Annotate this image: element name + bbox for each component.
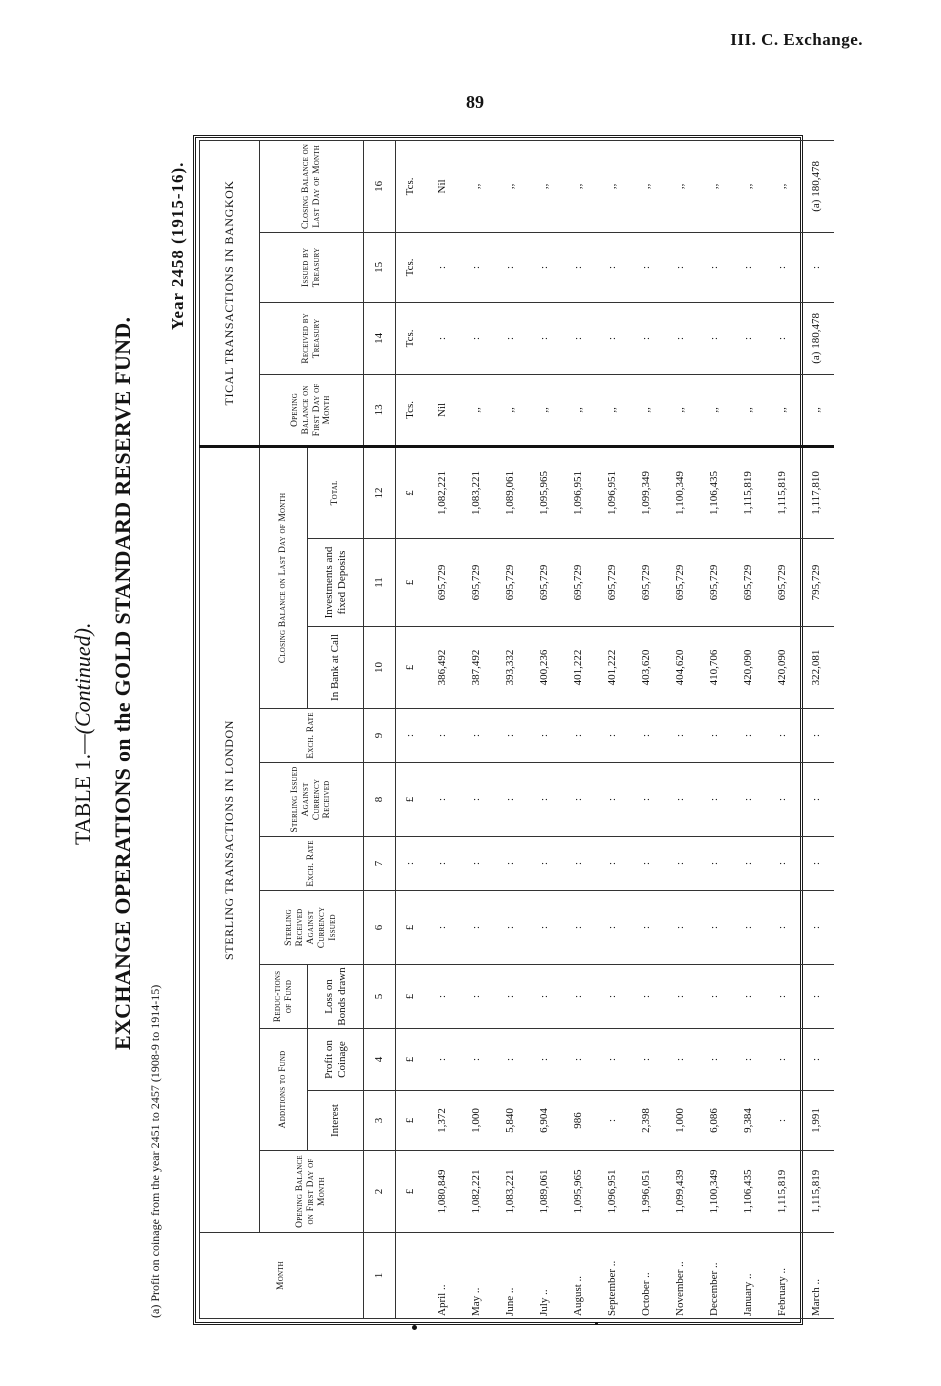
value-cell: : — [596, 302, 630, 374]
month-cell: October .. — [630, 1233, 664, 1319]
value-cell: : — [528, 709, 562, 763]
value-cell: : — [800, 837, 834, 891]
value-cell: ,, — [528, 374, 562, 446]
value-cell: : — [800, 232, 834, 302]
value-cell: ,, — [494, 140, 528, 232]
unit-cell: Tcs. — [396, 232, 426, 302]
additions-header: Additions to Fund — [260, 1029, 308, 1151]
table-row — [800, 140, 834, 1318]
value-cell: 387,492 — [460, 627, 494, 709]
unit-cell — [396, 1233, 426, 1319]
value-cell: : — [800, 1029, 834, 1091]
exch-rate-9-header: Exch. Rate — [260, 709, 364, 763]
value-cell: : — [698, 763, 732, 837]
value-cell: ,, — [596, 140, 630, 232]
value-cell: 1,082,221 — [426, 446, 460, 538]
header-row — [260, 140, 308, 1318]
value-cell: : — [766, 965, 800, 1029]
value-cell: : — [766, 837, 800, 891]
table-caption-label: TABLE 1. — [70, 753, 95, 845]
value-cell: 1,100,349 — [698, 1151, 732, 1233]
value-cell: 1,115,819 — [800, 1151, 834, 1233]
table-row — [664, 140, 698, 1318]
table-row — [698, 140, 732, 1318]
value-cell: : — [528, 891, 562, 965]
value-cell: 1,099,349 — [630, 446, 664, 538]
month-cell: September .. — [596, 1233, 630, 1319]
value-cell: 1,095,965 — [528, 446, 562, 538]
value-cell: : — [562, 232, 596, 302]
column-number: 15 — [364, 232, 396, 302]
unit-cell: £ — [396, 627, 426, 709]
table-caption — [70, 622, 96, 845]
value-cell: (a) 180,478 — [800, 302, 834, 374]
ink-speck — [595, 1322, 598, 1325]
value-cell: : — [528, 1029, 562, 1091]
value-cell: : — [664, 232, 698, 302]
value-cell: : — [562, 1029, 596, 1091]
value-cell: : — [460, 709, 494, 763]
value-cell: : — [630, 891, 664, 965]
tical-received-header: Received by Treasury — [260, 302, 364, 374]
value-cell: 393,332 — [494, 627, 528, 709]
table-row — [630, 140, 664, 1318]
value-cell: : — [494, 891, 528, 965]
value-cell: ,, — [664, 374, 698, 446]
value-cell: : — [494, 232, 528, 302]
column-number: 6 — [364, 891, 396, 965]
value-cell: : — [698, 1029, 732, 1091]
in-bank-header: In Bank at Call — [308, 627, 364, 709]
value-cell: : — [426, 891, 460, 965]
value-cell: 986 — [562, 1091, 596, 1151]
value-cell: : — [426, 965, 460, 1029]
month-cell: January .. — [732, 1233, 766, 1319]
value-cell: ,, — [460, 374, 494, 446]
value-cell: ,, — [528, 140, 562, 232]
value-cell: 1,080,849 — [426, 1151, 460, 1233]
value-cell: : — [664, 302, 698, 374]
unit-row — [396, 140, 426, 1318]
value-cell: 695,729 — [426, 539, 460, 627]
value-cell: : — [528, 965, 562, 1029]
value-cell: 1,100,349 — [664, 446, 698, 538]
value-cell: 695,729 — [664, 539, 698, 627]
value-cell: : — [732, 302, 766, 374]
month-cell: April .. — [426, 1233, 460, 1319]
london-group-header: STERLING TRANSACTIONS IN LONDON — [200, 446, 260, 1232]
value-cell: : — [732, 965, 766, 1029]
reductions-header: Reduc-tions of Fund — [260, 965, 308, 1029]
column-number: 13 — [364, 374, 396, 446]
value-cell: : — [664, 763, 698, 837]
value-cell: : — [426, 302, 460, 374]
value-cell: : — [460, 232, 494, 302]
value-cell: 1,099,439 — [664, 1151, 698, 1233]
table-title: EXCHANGE OPERATIONS on the GOLD STANDARD RESERVE FUND. — [110, 316, 135, 1050]
investments-header: Investments and fixed Deposits — [308, 539, 364, 627]
unit-cell: £ — [396, 1151, 426, 1233]
value-cell: : — [494, 837, 528, 891]
value-cell: ,, — [732, 374, 766, 446]
value-cell: ,, — [664, 140, 698, 232]
value-cell: 6,086 — [698, 1091, 732, 1151]
value-cell: 386,492 — [426, 627, 460, 709]
unit-cell: : — [396, 709, 426, 763]
value-cell: : — [664, 837, 698, 891]
value-cell: : — [630, 763, 664, 837]
value-cell: : — [698, 965, 732, 1029]
column-number-row — [364, 140, 396, 1318]
unit-cell: Tcs. — [396, 140, 426, 232]
value-cell: 1,089,061 — [494, 446, 528, 538]
value-cell: : — [494, 1029, 528, 1091]
value-cell: 1,000 — [460, 1091, 494, 1151]
value-cell: 1,089,061 — [528, 1151, 562, 1233]
column-number: 5 — [364, 965, 396, 1029]
value-cell: : — [698, 232, 732, 302]
value-cell: 695,729 — [732, 539, 766, 627]
value-cell: 1,095,965 — [562, 1151, 596, 1233]
sterling-received-header: Sterling Received Against Currency Issued — [260, 891, 364, 965]
tical-issued-header: Issued by Treasury — [260, 232, 364, 302]
value-cell: 1,372 — [426, 1091, 460, 1151]
value-cell: 695,729 — [630, 539, 664, 627]
month-cell: February .. — [766, 1233, 800, 1319]
value-cell: ,, — [460, 140, 494, 232]
value-cell: : — [562, 302, 596, 374]
year-label: Year 2458 (1915-16). — [168, 161, 187, 330]
value-cell: 1,115,819 — [766, 446, 800, 538]
table-row — [494, 140, 528, 1318]
column-number: 16 — [364, 140, 396, 232]
value-cell: : — [596, 1029, 630, 1091]
table-row — [528, 140, 562, 1318]
unit-cell: Tcs. — [396, 302, 426, 374]
month-header: Month — [200, 1233, 364, 1319]
value-cell: : — [630, 232, 664, 302]
value-cell: : — [800, 965, 834, 1029]
value-cell: 795,729 — [800, 539, 834, 627]
unit-cell: £ — [396, 763, 426, 837]
table-caption-continued: —(Continued). — [70, 622, 95, 754]
value-cell: ,, — [698, 140, 732, 232]
value-cell: 1,096,951 — [562, 446, 596, 538]
unit-cell: £ — [396, 1029, 426, 1091]
value-cell: 1,096,951 — [596, 1151, 630, 1233]
value-cell: 695,729 — [698, 539, 732, 627]
value-cell: : — [494, 302, 528, 374]
value-cell: ,, — [562, 374, 596, 446]
column-number: 10 — [364, 627, 396, 709]
value-cell: 1,117,810 — [800, 446, 834, 538]
value-cell: : — [426, 232, 460, 302]
value-cell: : — [766, 709, 800, 763]
value-cell: 1,000 — [664, 1091, 698, 1151]
value-cell: : — [766, 1029, 800, 1091]
month-cell: June .. — [494, 1233, 528, 1319]
value-cell: : — [766, 1091, 800, 1151]
exchange-table — [193, 135, 823, 1325]
value-cell: : — [528, 232, 562, 302]
value-cell: : — [664, 709, 698, 763]
total-header: Total — [308, 446, 364, 538]
value-cell: 401,222 — [562, 627, 596, 709]
value-cell: ,, — [596, 374, 630, 446]
section-heading: III. C. Exchange. — [730, 30, 863, 49]
value-cell: ,, — [494, 374, 528, 446]
value-cell: 1,106,435 — [732, 1151, 766, 1233]
value-cell: 401,222 — [596, 627, 630, 709]
value-cell: 1,083,221 — [494, 1151, 528, 1233]
value-cell: ,, — [630, 140, 664, 232]
interest-header: Interest — [308, 1091, 364, 1151]
value-cell: : — [596, 232, 630, 302]
table-row — [766, 140, 800, 1318]
value-cell: 403,620 — [630, 627, 664, 709]
value-cell: : — [664, 891, 698, 965]
unit-cell: : — [396, 837, 426, 891]
value-cell: 9,384 — [732, 1091, 766, 1151]
value-cell: 420,090 — [732, 627, 766, 709]
value-cell: : — [664, 1029, 698, 1091]
value-cell: : — [766, 302, 800, 374]
column-number: 3 — [364, 1091, 396, 1151]
closing-balance-header: Closing Balance on Last Day of Month — [260, 446, 308, 708]
value-cell: : — [800, 891, 834, 965]
value-cell: : — [528, 302, 562, 374]
value-cell: : — [460, 891, 494, 965]
column-number: 11 — [364, 539, 396, 627]
value-cell: 6,904 — [528, 1091, 562, 1151]
unit-cell: £ — [396, 539, 426, 627]
value-cell: 1,106,435 — [698, 446, 732, 538]
value-cell: 695,729 — [596, 539, 630, 627]
value-cell: Nil — [426, 374, 460, 446]
value-cell: : — [562, 709, 596, 763]
value-cell: 695,729 — [528, 539, 562, 627]
value-cell: ,, — [562, 140, 596, 232]
value-cell: : — [766, 232, 800, 302]
column-number: 1 — [364, 1233, 396, 1319]
value-cell: : — [596, 837, 630, 891]
opening-balance-header: Opening Balance on First Day of Month — [260, 1151, 364, 1233]
value-cell: 1,115,819 — [732, 446, 766, 538]
value-cell: 695,729 — [562, 539, 596, 627]
column-number: 9 — [364, 709, 396, 763]
value-cell: : — [766, 891, 800, 965]
value-cell: 5,840 — [494, 1091, 528, 1151]
value-cell: : — [494, 763, 528, 837]
tical-closing-header: Closing Balance on Last Day of Month — [260, 140, 364, 232]
value-cell: : — [630, 709, 664, 763]
footnote: (a) Profit on coinage from the year 2451 to 2457 (1908-9 to 1914-15) — [148, 984, 162, 1318]
tical-opening-header: Opening Balance on First Day of Month — [260, 374, 364, 446]
value-cell: : — [698, 891, 732, 965]
value-cell: : — [562, 763, 596, 837]
unit-cell: Tcs. — [396, 374, 426, 446]
value-cell: ,, — [732, 140, 766, 232]
value-cell: 1,083,221 — [460, 446, 494, 538]
value-cell: : — [664, 965, 698, 1029]
value-cell: ,, — [698, 374, 732, 446]
value-cell: : — [732, 232, 766, 302]
value-cell: : — [732, 891, 766, 965]
value-cell: ,, — [766, 140, 800, 232]
table-row — [460, 140, 494, 1318]
loss-bonds-header: Loss on Bonds drawn — [308, 965, 364, 1029]
value-cell: : — [460, 302, 494, 374]
value-cell: : — [596, 965, 630, 1029]
month-cell: March .. — [800, 1233, 834, 1319]
value-cell: : — [732, 1029, 766, 1091]
month-cell: December .. — [698, 1233, 732, 1319]
value-cell: : — [630, 302, 664, 374]
value-cell: 1,991 — [800, 1091, 834, 1151]
page-number: 89 — [466, 92, 484, 112]
value-cell: 2,398 — [630, 1091, 664, 1151]
value-cell: (a) 180,478 — [800, 140, 834, 232]
value-cell: : — [698, 837, 732, 891]
value-cell: : — [732, 837, 766, 891]
value-cell: 410,706 — [698, 627, 732, 709]
month-cell: November .. — [664, 1233, 698, 1319]
value-cell: : — [460, 837, 494, 891]
month-cell: July .. — [528, 1233, 562, 1319]
unit-cell: £ — [396, 965, 426, 1029]
table-row — [732, 140, 766, 1318]
value-cell: : — [596, 763, 630, 837]
table-row — [562, 140, 596, 1318]
month-cell: August .. — [562, 1233, 596, 1319]
value-cell: 695,729 — [460, 539, 494, 627]
value-cell: : — [528, 837, 562, 891]
value-cell: : — [596, 709, 630, 763]
value-cell: 1,996,051 — [630, 1151, 664, 1233]
value-cell: 322,081 — [800, 627, 834, 709]
sterling-issued-header: Sterling Issued Against Currency Received — [260, 763, 364, 837]
value-cell: 695,729 — [494, 539, 528, 627]
column-number: 2 — [364, 1151, 396, 1233]
value-cell: : — [630, 1029, 664, 1091]
value-cell: : — [460, 763, 494, 837]
value-cell: ,, — [800, 374, 834, 446]
unit-cell: £ — [396, 891, 426, 965]
value-cell: 1,082,221 — [460, 1151, 494, 1233]
value-cell: 1,115,819 — [766, 1151, 800, 1233]
value-cell: : — [698, 302, 732, 374]
value-cell: 400,236 — [528, 627, 562, 709]
value-cell: : — [426, 763, 460, 837]
column-number: 14 — [364, 302, 396, 374]
value-cell: : — [732, 763, 766, 837]
value-cell: : — [494, 965, 528, 1029]
value-cell: : — [562, 837, 596, 891]
value-cell: : — [800, 709, 834, 763]
value-cell: : — [460, 965, 494, 1029]
column-number: 7 — [364, 837, 396, 891]
value-cell: Nil — [426, 140, 460, 232]
unit-cell: £ — [396, 1091, 426, 1151]
month-cell: May .. — [460, 1233, 494, 1319]
value-cell: : — [460, 1029, 494, 1091]
unit-cell: £ — [396, 446, 426, 538]
value-cell: : — [426, 1029, 460, 1091]
value-cell: : — [698, 709, 732, 763]
value-cell: : — [766, 763, 800, 837]
value-cell: : — [426, 837, 460, 891]
group-header-row — [200, 140, 260, 1318]
column-number: 12 — [364, 446, 396, 538]
value-cell: ,, — [630, 374, 664, 446]
value-cell: : — [800, 763, 834, 837]
profit-coinage-header: Profit on Coinage — [308, 1029, 364, 1091]
bangkok-group-header: TICAL TRANSACTIONS IN BANGKOK — [200, 140, 260, 446]
value-cell: 1,096,951 — [596, 446, 630, 538]
value-cell: 695,729 — [766, 539, 800, 627]
ink-speck — [412, 1325, 417, 1330]
table-row — [426, 140, 460, 1318]
value-cell: : — [630, 837, 664, 891]
value-cell: ,, — [766, 374, 800, 446]
value-cell: : — [494, 709, 528, 763]
value-cell: : — [630, 965, 664, 1029]
value-cell: : — [732, 709, 766, 763]
data-table — [199, 140, 834, 1319]
exch-rate-7-header: Exch. Rate — [260, 837, 364, 891]
value-cell: 420,090 — [766, 627, 800, 709]
value-cell: : — [562, 891, 596, 965]
value-cell: 404,620 — [664, 627, 698, 709]
table-row — [596, 140, 630, 1318]
value-cell: : — [596, 891, 630, 965]
value-cell: : — [562, 965, 596, 1029]
value-cell: : — [426, 709, 460, 763]
column-number: 8 — [364, 763, 396, 837]
column-number: 4 — [364, 1029, 396, 1091]
value-cell: : — [596, 1091, 630, 1151]
value-cell: : — [528, 763, 562, 837]
